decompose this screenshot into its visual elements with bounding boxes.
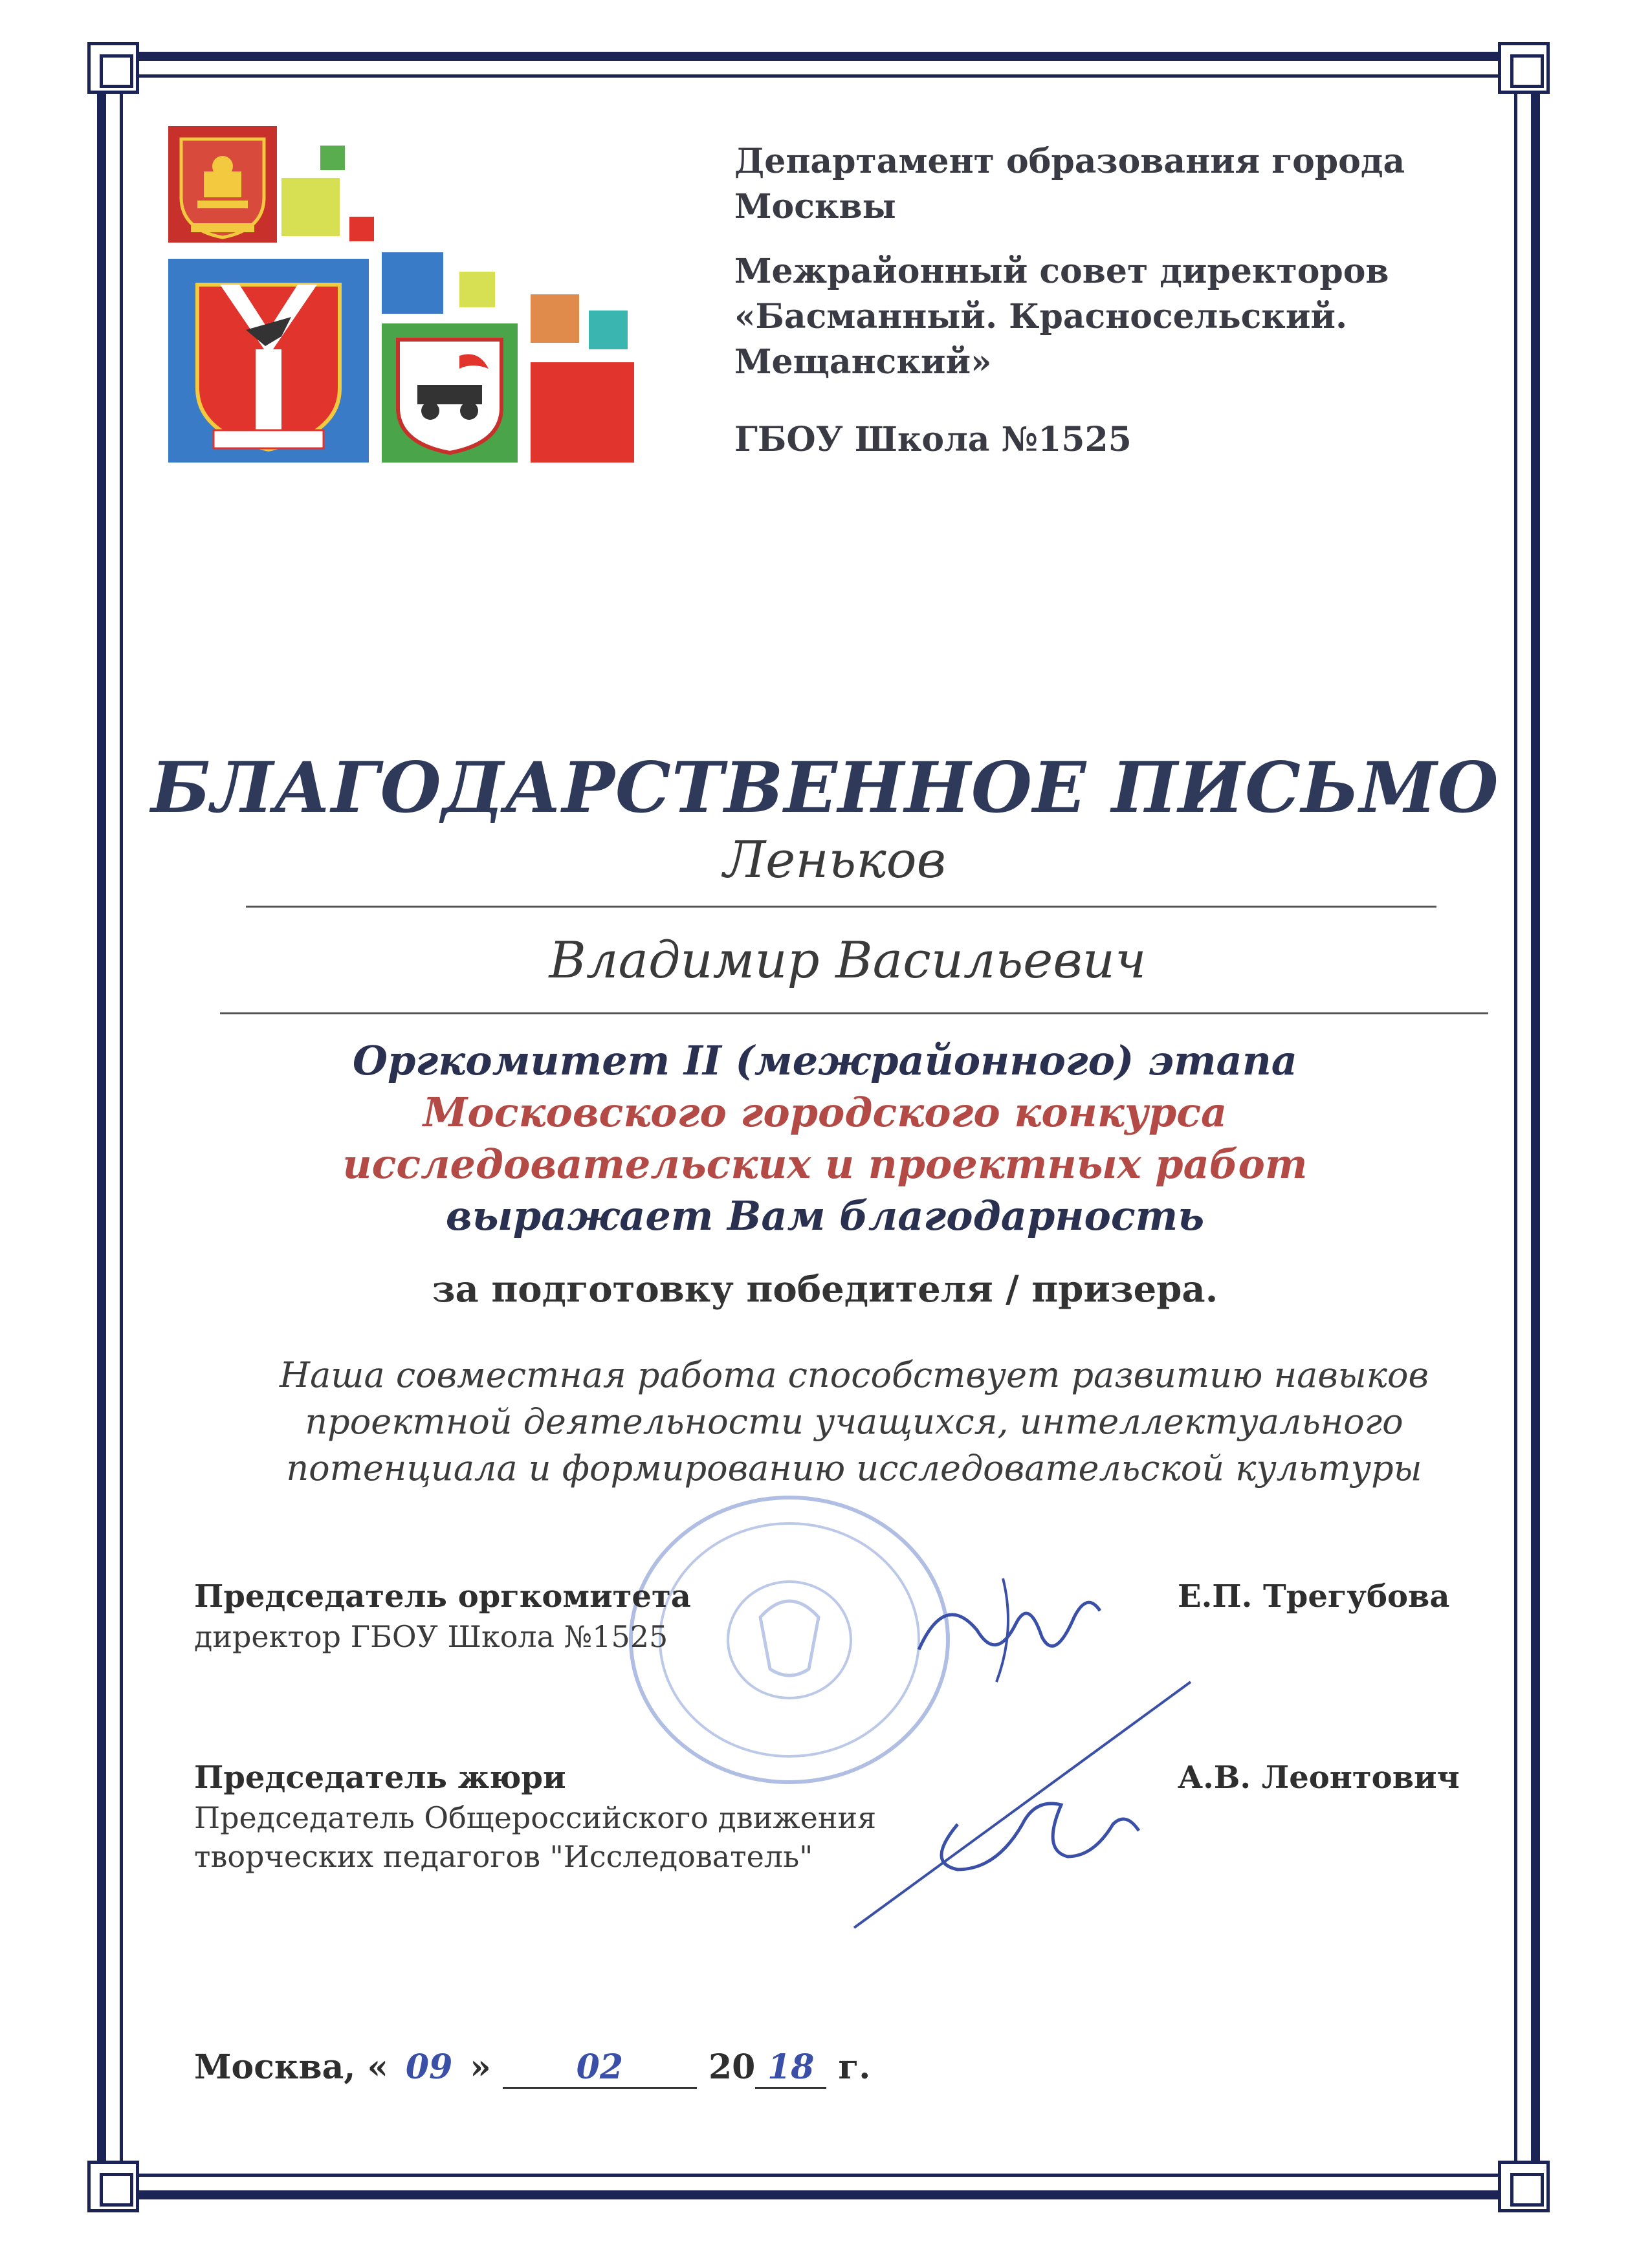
header-school: ГБОУ Школа №1525 <box>734 420 1132 459</box>
handwritten-signature-icon <box>828 1669 1216 1947</box>
mosaic-square <box>589 311 628 349</box>
date-city: Москва, <box>194 2047 356 2087</box>
mosaic-square <box>320 146 345 170</box>
closing-note <box>246 1352 1462 1492</box>
date-day: 09 <box>405 2047 453 2087</box>
header-council-line: «Басманный. Красносельский. <box>734 297 1348 336</box>
mosaic-square <box>281 178 340 236</box>
mosaic-square <box>349 217 374 241</box>
date-open-quote: « <box>367 2047 388 2087</box>
contest-name-line: Московского городского конкурса <box>423 1089 1227 1136</box>
signature-role: Председатель оргкомитета <box>194 1578 691 1615</box>
date-line <box>194 2047 870 2089</box>
header-council-line: Мещанский» <box>734 342 992 382</box>
signatory-name: А.В. Леонтович <box>1178 1760 1460 1796</box>
signatory-name: Е.П. Трегубова <box>1178 1578 1450 1615</box>
surname-underline <box>246 906 1436 908</box>
mosaic-square <box>459 272 495 307</box>
corner-ornament-bottom-right <box>1498 2161 1550 2212</box>
mosaic-square <box>531 362 634 463</box>
corner-ornament-bottom-left <box>87 2161 139 2212</box>
krasnoselsky-coat-of-arms-icon <box>168 259 369 463</box>
date-close-quote: » <box>470 2047 491 2087</box>
document-title: БЛАГОДАРСТВЕННОЕ ПИСЬМО <box>151 747 1499 829</box>
emblem-mosaic <box>168 126 634 463</box>
basmanny-coat-of-arms-icon <box>168 126 277 243</box>
closing-note-line: проектной деятельности учащихся, интеллектуального <box>305 1401 1403 1442</box>
date-suffix: г. <box>838 2047 871 2087</box>
corner-ornament-top-left <box>87 42 139 94</box>
mosaic-square <box>382 252 443 314</box>
header-department-line: Москвы <box>734 187 896 226</box>
header-council-line: Межрайонный совет директоров <box>734 252 1389 291</box>
signature-role-detail: творческих педагогов "Исследователь" <box>194 1839 813 1874</box>
date-year-suffix: 18 <box>755 2047 826 2089</box>
header-department-line: Департамент образования города <box>734 142 1405 181</box>
signature-role: Председатель жюри <box>194 1760 566 1796</box>
recipient-given-names: Владимир Васильевич <box>549 932 1147 990</box>
given-names-underline <box>220 1012 1488 1014</box>
organizer-line: Оргкомитет II (межрайонного) этапа <box>353 1037 1297 1084</box>
meshchansky-coat-of-arms-icon <box>382 323 518 463</box>
mosaic-square <box>531 294 579 343</box>
closing-note-line: Наша совместная работа способствует развитию навыков <box>280 1355 1429 1395</box>
date-year-prefix: 20 <box>708 2047 756 2087</box>
recipient-surname: Леньков <box>723 831 947 889</box>
corner-ornament-top-right <box>1498 42 1550 94</box>
contest-name-line: исследовательских и проектных работ <box>342 1140 1308 1188</box>
closing-note-line: потенциала и формированию исследовательской культуры <box>286 1448 1422 1488</box>
date-month: 02 <box>503 2047 697 2089</box>
gratitude-line: выражает Вам благодарность <box>445 1192 1205 1239</box>
signature-role-detail: директор ГБОУ Школа №1525 <box>194 1619 668 1654</box>
gratitude-reason: за подготовку победителя / призера. <box>432 1268 1218 1311</box>
signature-role-detail: Председатель Общероссийского движения <box>194 1800 877 1835</box>
